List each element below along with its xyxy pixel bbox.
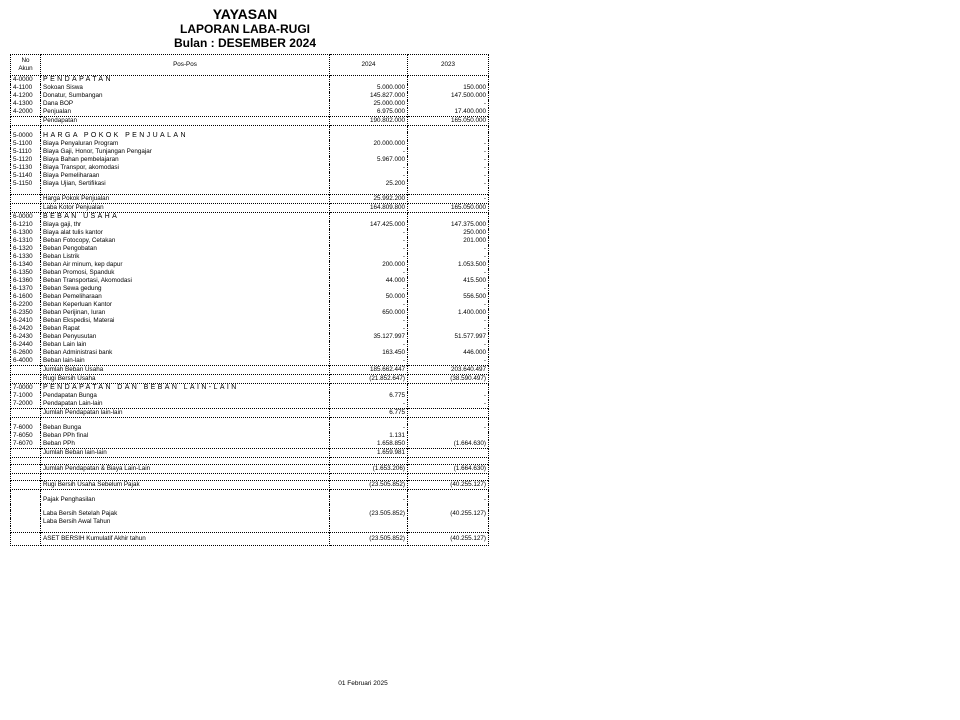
value-2023: 147.500.000 [408, 92, 489, 100]
value-2023 [408, 132, 489, 140]
income-statement-table [10, 54, 489, 546]
account-name [41, 474, 330, 481]
account-name: Pajak Penghasilan [41, 496, 330, 504]
value-2024: 44.000 [330, 277, 408, 285]
value-2024: - [330, 164, 408, 172]
organization-name: YAYASAN [212, 6, 278, 22]
account-name: Jumlah Pendapatan & Biaya Lain-Lain [41, 465, 330, 474]
account-name: Beban Listrik [41, 253, 330, 261]
table-row [11, 229, 489, 237]
value-2023: - [408, 301, 489, 309]
account-name: Laba Bersih Setelah Pajak [41, 510, 330, 518]
value-2023: - [408, 400, 489, 409]
value-2024: - [330, 269, 408, 277]
table-row [11, 357, 489, 366]
value-2023: 1.400.000 [408, 309, 489, 317]
table-row [11, 221, 489, 229]
value-2024: - [330, 317, 408, 325]
total-row [11, 449, 489, 458]
value-2023: - [408, 172, 489, 180]
value-2024 [330, 76, 408, 85]
account-name: Sokoan Siswa [41, 84, 330, 92]
value-2023: (1.664.630) [408, 440, 489, 449]
table-row [11, 148, 489, 156]
value-2023: 250.000 [408, 229, 489, 237]
account-name: Jumlah Beban lain-lain [41, 449, 330, 458]
value-2023 [408, 474, 489, 481]
table-row [11, 440, 489, 449]
table-header-row [11, 55, 489, 76]
account-code: 7-6050 [11, 432, 41, 440]
section-row [11, 213, 489, 222]
account-code: 4-1300 [11, 100, 41, 108]
account-name: Biaya Penyaluran Program [41, 140, 330, 148]
account-code: 7-1000 [11, 392, 41, 400]
value-2024 [330, 213, 408, 222]
account-name: Beban Lain lain [41, 341, 330, 349]
value-2023 [408, 518, 489, 526]
table-row [11, 518, 489, 526]
account-code: 6-4000 [11, 357, 41, 366]
table-row [11, 341, 489, 349]
account-name: Jumlah Pendapatan lain-lain [41, 409, 330, 418]
account-code: 6-1330 [11, 253, 41, 261]
value-2024: - [330, 229, 408, 237]
account-name: Donatur, Sumbangan [41, 92, 330, 100]
value-2023: - [408, 392, 489, 400]
table-row [11, 261, 489, 269]
table-row [11, 309, 489, 317]
value-2023 [408, 409, 489, 418]
account-name: Beban Pengobatan [41, 245, 330, 253]
table-row [11, 325, 489, 333]
account-name [41, 458, 330, 465]
account-code [11, 518, 41, 526]
value-2024: - [330, 357, 408, 366]
value-2023: 556.500 [408, 293, 489, 301]
account-code [11, 366, 41, 375]
value-2024: - [330, 245, 408, 253]
column-header-2023: 2023 [408, 55, 489, 76]
value-2024: (23.505.852) [330, 510, 408, 518]
value-2024: 25.992.200 [330, 195, 408, 204]
account-code: 7-2000 [11, 400, 41, 409]
account-name: Biaya Pemeliharaan [41, 172, 330, 180]
account-code: 6-2350 [11, 309, 41, 317]
value-2024: 185.662.447 [330, 366, 408, 375]
account-name: Beban lain-lain [41, 357, 330, 366]
account-name: Pendapatan Bunga [41, 392, 330, 400]
value-2023 [408, 458, 489, 465]
account-name: Pendapatan Lain-lain [41, 400, 330, 409]
account-code: 5-1130 [11, 164, 41, 172]
account-name: Dana BOP [41, 100, 330, 108]
table-row [11, 400, 489, 409]
value-2023: (40.255.127) [408, 510, 489, 518]
table-row [11, 180, 489, 188]
value-2023: - [408, 496, 489, 504]
value-2024: - [330, 285, 408, 293]
column-header-2024: 2024 [330, 55, 408, 76]
value-2023: - [408, 164, 489, 172]
value-2024: 1.131 [330, 432, 408, 440]
account-code [11, 375, 41, 384]
account-code [11, 409, 41, 418]
value-2024: - [330, 148, 408, 156]
value-2023: - [408, 325, 489, 333]
value-2024: 25.200 [330, 180, 408, 188]
account-name: Beban Sewa gedung [41, 285, 330, 293]
value-2023: 415.500 [408, 277, 489, 285]
account-code: 7-0000 [11, 384, 41, 393]
account-code: 5-1110 [11, 148, 41, 156]
account-name: Biaya Gaji, Honor, Tunjangan Pengajar [41, 148, 330, 156]
account-name: PENDAPATAN DAN BEBAN LAIN-LAIN [41, 384, 330, 393]
value-2023: 203.640.497 [408, 366, 489, 375]
account-code: 4-0000 [11, 76, 41, 85]
account-code: 6-2430 [11, 333, 41, 341]
account-code: 6-1360 [11, 277, 41, 285]
table-row [11, 496, 489, 504]
total-row [11, 533, 489, 546]
value-2024: 163.450 [330, 349, 408, 357]
account-code [11, 481, 41, 490]
table-row [11, 92, 489, 100]
account-code [11, 474, 41, 481]
account-code: 5-1150 [11, 180, 41, 188]
account-name: ASET BERSIH Kumulatif Akhir tahun [41, 533, 330, 546]
account-code [11, 496, 41, 504]
value-2023 [408, 449, 489, 458]
account-code: 6-1350 [11, 269, 41, 277]
table-row [11, 140, 489, 148]
table-row [11, 277, 489, 285]
value-2024: - [330, 341, 408, 349]
account-code: 4-2000 [11, 108, 41, 117]
report-date: 01 Februari 2025 [338, 680, 388, 687]
table-row [11, 164, 489, 172]
account-name: Beban Pemeliharaan [41, 293, 330, 301]
account-name: Laba Bersih Awal Tahun [41, 518, 330, 526]
account-code [11, 510, 41, 518]
account-code: 7-6000 [11, 424, 41, 432]
account-name: PENDAPATAN [41, 76, 330, 85]
account-name: Biaya gaji, thr [41, 221, 330, 229]
account-name: Beban Bunga [41, 424, 330, 432]
spacer-row [11, 458, 489, 465]
value-2024: (1.653.206) [330, 465, 408, 474]
account-name: Beban Promosi, Spanduk [41, 269, 330, 277]
account-code: 6-2440 [11, 341, 41, 349]
value-2023: - [408, 100, 489, 108]
table-row [11, 301, 489, 309]
section-row [11, 76, 489, 85]
table-row [11, 432, 489, 440]
value-2024 [330, 474, 408, 481]
value-2024: - [330, 301, 408, 309]
table-row [11, 392, 489, 400]
report-title: LAPORAN LABA-RUGI [180, 22, 310, 36]
value-2024: - [330, 325, 408, 333]
table-row [11, 333, 489, 341]
table-row [11, 172, 489, 180]
table-row [11, 424, 489, 432]
account-name: Harga Pokok Penjualan [41, 195, 330, 204]
value-2024: - [330, 253, 408, 261]
value-2023: - [408, 285, 489, 293]
account-code: 6-1600 [11, 293, 41, 301]
account-code: 6-2410 [11, 317, 41, 325]
report-period: Bulan : DESEMBER 2024 [173, 36, 317, 50]
account-name: Laba Kotor Penjualan [41, 204, 330, 213]
value-2024: 50.000 [330, 293, 408, 301]
account-code [11, 449, 41, 458]
value-2024: (23.505.852) [330, 481, 408, 490]
table-row [11, 285, 489, 293]
value-2023: - [408, 341, 489, 349]
total-row [11, 117, 489, 126]
column-header-items: Pos-Pos [41, 55, 330, 76]
value-2024: 6.775 [330, 392, 408, 400]
account-code [11, 465, 41, 474]
value-2024: 147.425.000 [330, 221, 408, 229]
value-2023: 17.400.000 [408, 108, 489, 117]
value-2023: - [408, 424, 489, 432]
table-row [11, 245, 489, 253]
table-row [11, 269, 489, 277]
value-2024: 1.658.850 [330, 440, 408, 449]
value-2024 [330, 518, 408, 526]
table-row [11, 84, 489, 92]
value-2023: - [408, 269, 489, 277]
table-row [11, 156, 489, 164]
account-code: 6-1370 [11, 285, 41, 293]
account-code: 4-1200 [11, 92, 41, 100]
value-2024: 650.000 [330, 309, 408, 317]
account-name: Beban Air minum, kep dapur [41, 261, 330, 269]
table-row [11, 293, 489, 301]
account-name: BEBAN USAHA [41, 213, 330, 222]
account-code: 6-1300 [11, 229, 41, 237]
account-name: Beban Fotocopy, Cetakan [41, 237, 330, 245]
value-2023: 1.053.500 [408, 261, 489, 269]
report-header [120, 6, 370, 50]
account-code: 5-1100 [11, 140, 41, 148]
account-name: Rugi Bersih Usaha Sebelum Pajak [41, 481, 330, 490]
value-2023: - [408, 253, 489, 261]
value-2023: 446.000 [408, 349, 489, 357]
value-2024: 5.967.000 [330, 156, 408, 164]
total-row [11, 481, 489, 490]
value-2024: 164.809.800 [330, 204, 408, 213]
account-name: Biaya Ujian, Sertifikasi [41, 180, 330, 188]
value-2023 [408, 384, 489, 393]
account-code [11, 533, 41, 546]
value-2024 [330, 384, 408, 393]
table-body [11, 76, 489, 546]
section-row [11, 384, 489, 393]
account-name: Beban Ekspedisi, Materai [41, 317, 330, 325]
account-code [11, 204, 41, 213]
value-2023: 150.000 [408, 84, 489, 92]
value-2024: 5.000.000 [330, 84, 408, 92]
account-name: Beban PPh [41, 440, 330, 449]
value-2024: - [330, 400, 408, 409]
total-row [11, 366, 489, 375]
value-2023: - [408, 317, 489, 325]
value-2023: 165.050.000 [408, 204, 489, 213]
account-name: Beban Penyusutan [41, 333, 330, 341]
account-name: Biaya alat tulis kantor [41, 229, 330, 237]
account-name: HARGA POKOK PENJUALAN [41, 132, 330, 140]
value-2023: - [408, 148, 489, 156]
account-code: 7-6070 [11, 440, 41, 449]
account-code: 4-1100 [11, 84, 41, 92]
column-header-account-no: No Akun [11, 55, 41, 76]
account-code: 6-0000 [11, 213, 41, 222]
value-2024: 35.127.997 [330, 333, 408, 341]
value-2024: 200.000 [330, 261, 408, 269]
account-name: Beban Rapat [41, 325, 330, 333]
account-name: Beban Perijinan, Iuran [41, 309, 330, 317]
account-name: Penjualan [41, 108, 330, 117]
account-code: 6-1310 [11, 237, 41, 245]
account-code [11, 195, 41, 204]
value-2024: - [330, 172, 408, 180]
account-code: 6-2200 [11, 301, 41, 309]
value-2023: - [408, 195, 489, 204]
account-name: Rugi Bersih Usaha [41, 375, 330, 384]
table-row [11, 108, 489, 117]
value-2024: 20.000.000 [330, 140, 408, 148]
value-2024: (21.852.647) [330, 375, 408, 384]
account-code: 6-2600 [11, 349, 41, 357]
account-code: 5-1140 [11, 172, 41, 180]
value-2023: 147.375.000 [408, 221, 489, 229]
value-2023 [408, 213, 489, 222]
value-2023: (40.255.127) [408, 533, 489, 546]
table-row [11, 349, 489, 357]
account-name: Jumlah Beban Usaha [41, 366, 330, 375]
value-2023: - [408, 245, 489, 253]
table-row [11, 237, 489, 245]
total-row [11, 204, 489, 213]
total-row [11, 195, 489, 204]
value-2024: 145.827.000 [330, 92, 408, 100]
value-2024: (23.505.852) [330, 533, 408, 546]
value-2023: (38.590.497) [408, 375, 489, 384]
value-2024 [330, 132, 408, 140]
value-2023 [408, 76, 489, 85]
account-name: Pendapatan [41, 117, 330, 126]
value-2023: 165.050.000 [408, 117, 489, 126]
table-row [11, 317, 489, 325]
account-code: 6-1210 [11, 221, 41, 229]
value-2024: 25.000.000 [330, 100, 408, 108]
value-2023: (40.255.127) [408, 481, 489, 490]
table-row [11, 253, 489, 261]
account-code: 5-1120 [11, 156, 41, 164]
value-2024: - [330, 424, 408, 432]
spacer-row [11, 474, 489, 481]
total-row [11, 409, 489, 418]
value-2024: - [330, 496, 408, 504]
value-2024: 190.802.000 [330, 117, 408, 126]
account-code: 6-1320 [11, 245, 41, 253]
value-2024: 1.659.981 [330, 449, 408, 458]
value-2024: - [330, 237, 408, 245]
account-name: Biaya Transpor, akomodasi [41, 164, 330, 172]
account-code [11, 117, 41, 126]
account-code: 5-0000 [11, 132, 41, 140]
table-row [11, 510, 489, 518]
account-name: Beban Keperluan Kantor [41, 301, 330, 309]
table-row [11, 100, 489, 108]
value-2024: 6.975.000 [330, 108, 408, 117]
value-2023: - [408, 140, 489, 148]
value-2023 [408, 432, 489, 440]
account-name: Beban Administrasi bank [41, 349, 330, 357]
total-row [11, 465, 489, 474]
value-2023: 51.577.997 [408, 333, 489, 341]
total-row [11, 375, 489, 384]
value-2023: - [408, 357, 489, 366]
account-name: Beban PPh final [41, 432, 330, 440]
account-code: 6-1340 [11, 261, 41, 269]
value-2023: - [408, 180, 489, 188]
section-row [11, 132, 489, 140]
account-name: Beban Transportasi, Akomodasi [41, 277, 330, 285]
account-name: Biaya Bahan pembelajaran [41, 156, 330, 164]
value-2024 [330, 458, 408, 465]
value-2023: (1.664.630) [408, 465, 489, 474]
value-2023: - [408, 156, 489, 164]
value-2024: 6.775 [330, 409, 408, 418]
account-code [11, 458, 41, 465]
value-2023: 201.000 [408, 237, 489, 245]
account-code: 6-2420 [11, 325, 41, 333]
